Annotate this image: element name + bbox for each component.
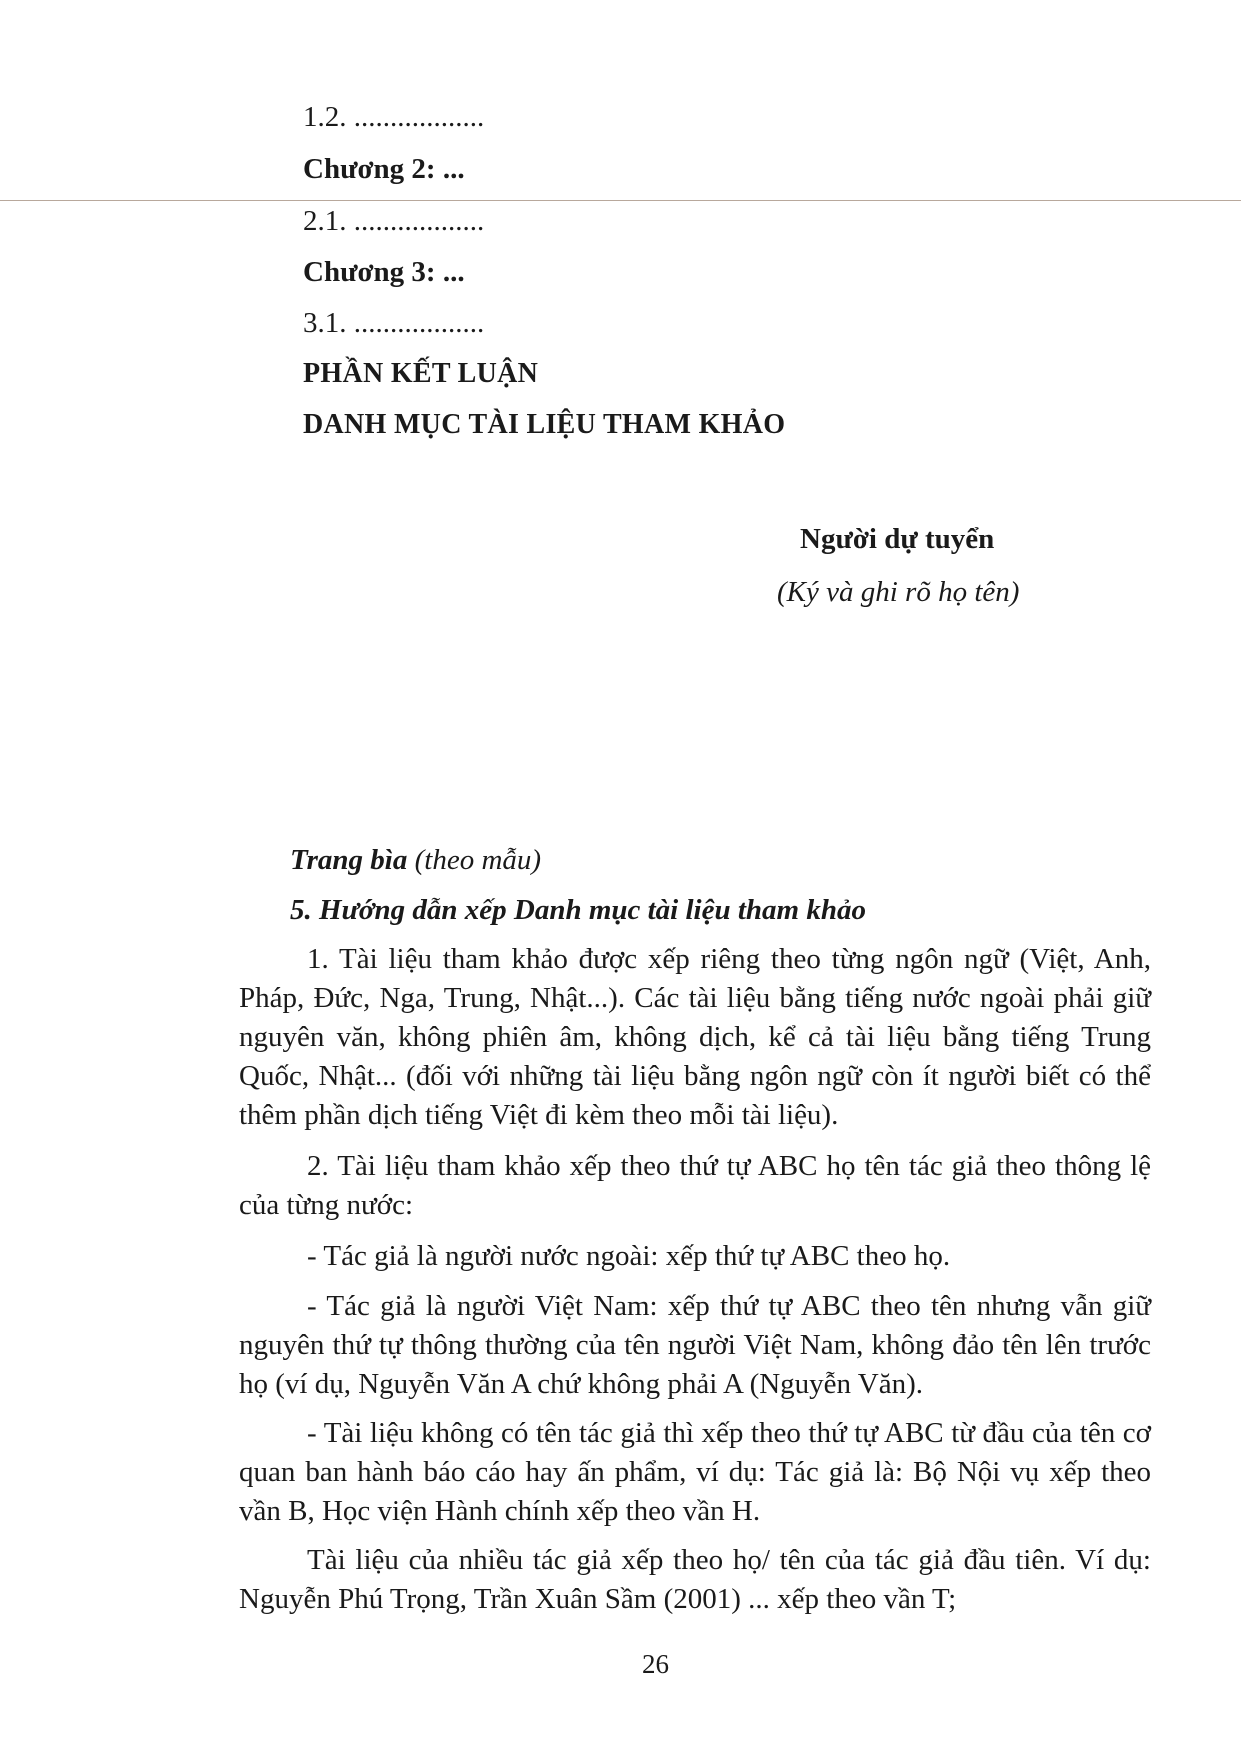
outline-item-3-1: 3.1. ..................: [303, 307, 485, 339]
outline-references: DANH MỤC TÀI LIỆU THAM KHẢO: [303, 409, 786, 440]
section-5-heading: 5. Hướng dẫn xếp Danh mục tài liệu tham khảo: [290, 894, 866, 926]
signature-title: Người dự tuyển: [800, 523, 995, 555]
signature-note: (Ký và ghi rõ họ tên): [777, 576, 1020, 608]
paragraph-5: - Tài liệu không có tên tác giả thì xếp theo thứ tự ABC từ đầu của tên cơ quan ban hành báo cáo hay ấn phẩm, ví dụ: Tác giả là: Bộ Nội vụ xếp theo vần B, Học viện Hành chính xếp theo vần H.: [239, 1417, 1151, 1527]
page-number: 26: [642, 1649, 669, 1679]
outline-chapter-3: Chương 3: ...: [303, 256, 465, 288]
outline-conclusion: PHẦN KẾT LUẬN: [303, 358, 539, 389]
cover-label: Trang bìa: [290, 844, 408, 876]
outline-item-1-2: 1.2. ..................: [303, 101, 485, 133]
paragraph-6: Tài liệu của nhiều tác giả xếp theo họ/ tên của tác giả đầu tiên. Ví dụ: Nguyễn Phú Trọng, Trần Xuân Sầm (2001) ... xếp theo vần T;: [239, 1544, 1151, 1615]
cover-line: [290, 843, 541, 877]
paragraph-1: 1. Tài liệu tham khảo được xếp riêng theo từng ngôn ngữ (Việt, Anh, Pháp, Đức, Nga, Trung, Nhật...). Các tài liệu bằng tiếng nước ngoài phải giữ nguyên văn, không phiên âm, không dịch, kể cả tài liệu bằng tiếng Trung Quốc, Nhật... (đối với những tài liệu bằng ngôn ngữ còn ít người biết có thể thêm phần dịch tiếng Việt đi kèm theo mỗi tài liệu).: [239, 943, 1151, 1131]
outline-chapter-2: Chương 2: ...: [303, 153, 465, 185]
cover-note: (theo mẫu): [414, 844, 542, 876]
paragraph-2: 2. Tài liệu tham khảo xếp theo thứ tự ABC họ tên tác giả theo thông lệ của từng nước:: [239, 1150, 1151, 1221]
outline-item-2-1: 2.1. ..................: [303, 205, 485, 237]
paragraph-3: - Tác giả là người nước ngoài: xếp thứ tự ABC theo họ.: [307, 1240, 951, 1272]
paragraph-4: - Tác giả là người Việt Nam: xếp thứ tự ABC theo tên nhưng vẫn giữ nguyên thứ tự thông thường của tên người Việt Nam, không đảo tên lên trước họ (ví dụ, Nguyễn Văn A chứ không phải A (Nguyễn Văn).: [239, 1290, 1151, 1400]
scan-fold-line: [0, 200, 1241, 201]
